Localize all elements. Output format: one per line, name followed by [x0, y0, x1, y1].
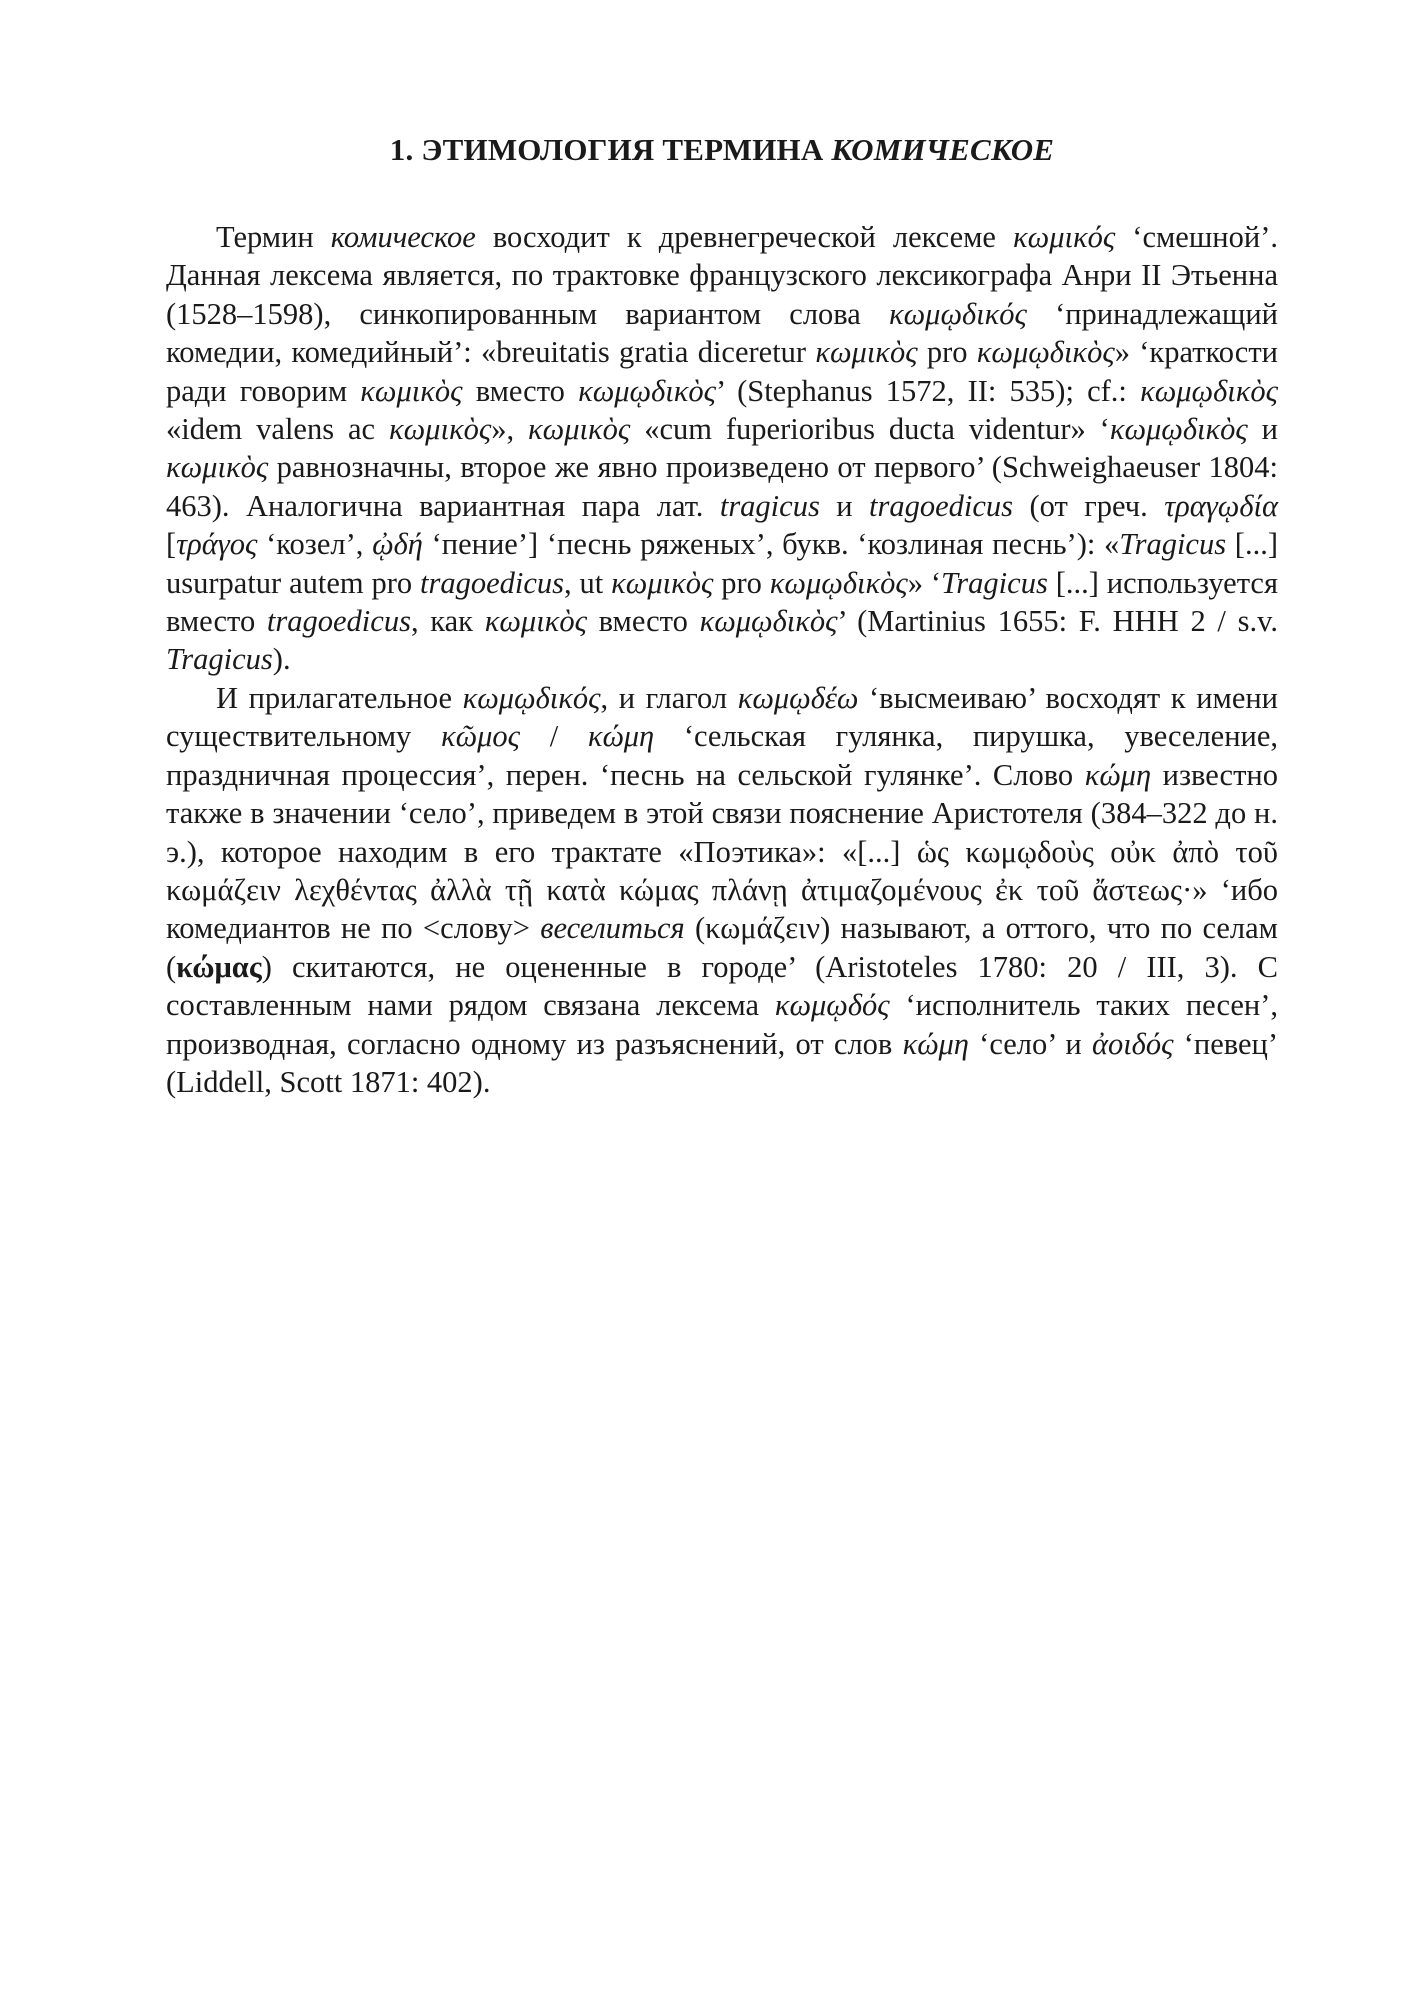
italic-term: ᾠδή	[372, 527, 423, 562]
text-run: , как	[410, 604, 485, 639]
text-run: ‘смешной’. Данная лексема является, по трактовке французского лексикографа Анри II Этьенна (1528–1598), синкопированным вариантом слова	[166, 220, 1278, 331]
paragraph-1	[166, 218, 1278, 679]
italic-term: κώμη	[902, 1026, 969, 1061]
text-run: ’ (Martinius 1655: F. HHH 2 / s.v.	[837, 604, 1278, 639]
italic-term: κώμη	[1084, 757, 1152, 792]
text-run: и	[1247, 412, 1278, 447]
italic-term: κωμῳδικός	[888, 296, 1027, 331]
italic-term: веселиться	[540, 911, 685, 946]
italic-term: κωμικὸς	[611, 565, 714, 600]
italic-term: κωμῳδικός	[462, 680, 601, 715]
text-run: ‘село’ и	[968, 1026, 1092, 1061]
text-run: , и глагол	[600, 680, 738, 715]
text-run: восходит к древнегреческой лексеме	[475, 220, 1014, 254]
text-run: ‘козел’,	[257, 527, 373, 562]
italic-term: κωμικὸς	[484, 604, 587, 639]
text-run: равнозначны, второе же явно произведено от первого’ (Schweighaeuser 1804: 463). Аналогична вариантная пара лат.	[166, 450, 1278, 523]
text-run: И прилагательное	[216, 680, 463, 715]
text-run: «idem valens ac	[166, 412, 389, 447]
italic-term: tragicus	[719, 488, 820, 523]
italic-term: κωμῳδικὸς	[699, 604, 838, 639]
text-run: ‘певец’ (Liddell, Scott 1871: 402).	[166, 1026, 1278, 1099]
italic-term: κωμῳδός	[774, 988, 890, 1023]
text-run: и	[819, 488, 870, 523]
text-run: (от греч.	[1013, 488, 1165, 523]
text-run: ‘исполнитель таких песен’, производная, согласно одному из разъяснений, от слов	[166, 988, 1278, 1061]
text-run: [...] используется вместо	[166, 565, 1278, 639]
text-run: »,	[491, 412, 529, 447]
section-heading	[166, 130, 1278, 170]
italic-term: tragoedicus	[420, 565, 565, 600]
italic-term: τραγῳδία	[1164, 488, 1278, 523]
paragraph-2	[166, 679, 1278, 1101]
italic-term: κωμῳδικὸς	[976, 335, 1115, 370]
italic-term: tragoedicus	[266, 604, 411, 639]
bold-term: κώμας	[176, 949, 262, 984]
text-run: » ‘	[907, 565, 942, 600]
text-run: (κωμάζειν) называют, а оттого, что по селам (	[166, 911, 1278, 984]
italic-term: κωμικός	[1013, 220, 1116, 254]
italic-term: Tragicus	[1119, 527, 1227, 562]
text-run: [	[166, 527, 177, 562]
text-run: pro	[713, 565, 770, 600]
text-run: ‘пение’] ‘песнь ряженых’, букв. ‘козлиная песнь’): «	[422, 527, 1120, 562]
italic-term: τράγος	[176, 527, 258, 562]
text-run: ’ (Stephanus 1572, II: 535); cf.:	[716, 373, 1141, 408]
italic-term: tragoedicus	[869, 488, 1014, 523]
italic-term: Tragicus	[941, 565, 1048, 600]
section-title: ЭТИМОЛОГИЯ ТЕРМИНА	[421, 132, 824, 167]
text-run: вместо	[462, 373, 579, 408]
text-run: [...] usurpatur autem pro	[166, 527, 1278, 600]
italic-term: Tragicus	[166, 642, 273, 677]
italic-term: κωμικὸς	[389, 412, 492, 447]
italic-term: κωμῳδικὸς	[769, 565, 908, 600]
text-run: вместо	[586, 604, 700, 639]
text-run: ‘высмеиваю’ восходят к имени существительному	[166, 680, 1278, 754]
italic-term: κωμῳδικὸς	[1140, 373, 1278, 408]
italic-term: κωμῳδικὸς	[1109, 412, 1248, 447]
section-term: КОМИЧЕСКОЕ	[831, 132, 1055, 167]
italic-term: κωμῳδέω	[737, 680, 859, 715]
text-run: pro	[917, 335, 977, 370]
text-run: /	[520, 719, 588, 754]
italic-term: κώμη	[587, 719, 655, 754]
italic-term: комическое	[330, 220, 476, 254]
italic-term: κῶμος	[440, 719, 521, 754]
text-run: ) скитаются, не оцененные в городе’ (Aristoteles 1780: 20 / III, 3). С составленным нами рядом связана лексема	[166, 949, 1278, 1023]
italic-term: ἀοιδός	[1091, 1026, 1174, 1061]
italic-term: κωμικὸς	[166, 450, 269, 485]
text-run: известно также в значении ‘село’, приведем в этой связи пояснение Аристотеля (384–322 до н. э.), которое находим в его трактате «Поэтика»: «[...] ὡς κωμῳδοὺς οὐκ ἀπὸ τοῦ κωμάζειν λεχθέντας ἀλλὰ τῇ κατὰ κώμας πλάνῃ ἀτιμαζομένους ἐκ τοῦ ἄστεως·» ‘ибо комедиантов не по <слову>	[166, 757, 1278, 946]
italic-term: κωμικὸς	[360, 373, 463, 408]
document-page	[166, 130, 1278, 1101]
text-run: » ‘краткости ради говорим	[166, 335, 1278, 408]
text-run: «cum fuperioribus ducta videntur» ‘	[630, 412, 1110, 447]
italic-term: κωμῳδικὸς	[578, 373, 717, 408]
text-run: Термин	[216, 220, 331, 254]
text-run: , ut	[564, 565, 612, 600]
text-run: ).	[272, 642, 291, 677]
italic-term: κωμικὸς	[815, 335, 918, 370]
text-run: ‘сельская гулянка, пирушка, увеселение, праздничная процессия’, перен. ‘песнь на сельской гулянке’. Слово	[166, 719, 1279, 792]
text-run: ‘принадлежащий комедии, комедийный’: «breuitatis gratia diceretur	[166, 296, 1278, 370]
section-number: 1.	[389, 132, 414, 167]
italic-term: κωμικὸς	[528, 412, 631, 447]
